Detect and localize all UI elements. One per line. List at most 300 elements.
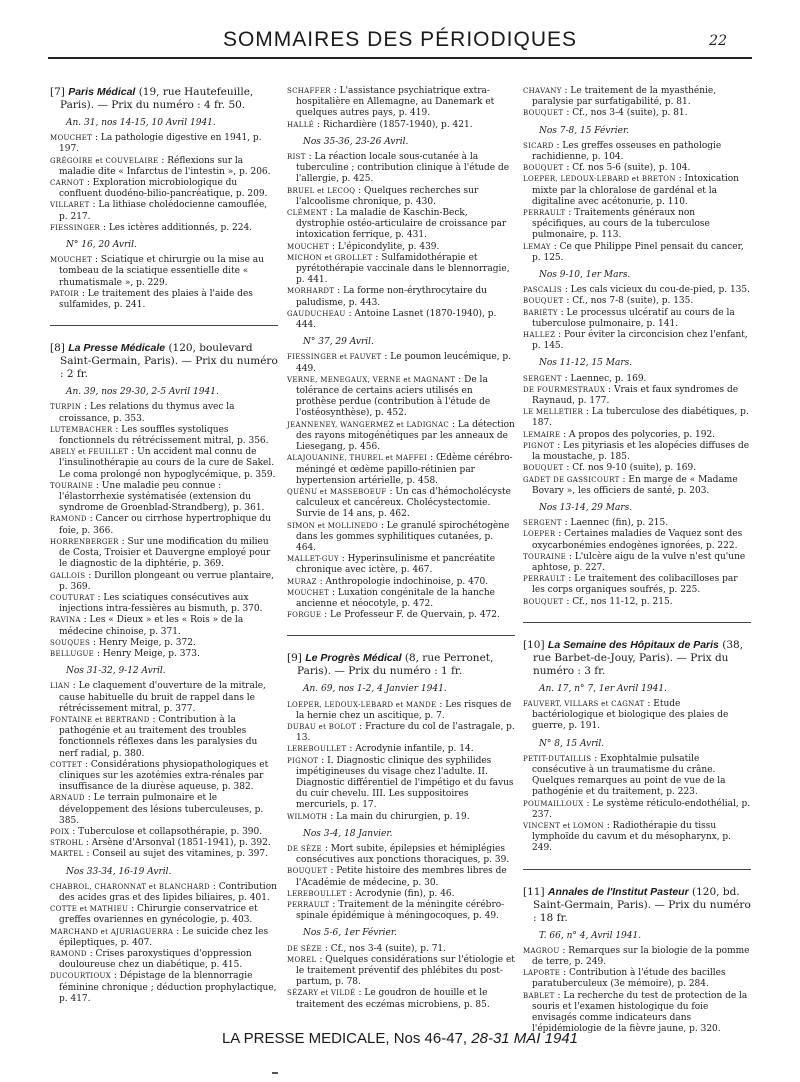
article-entry	[287, 944, 515, 955]
article-authors: LUTEMBACHER	[50, 425, 113, 434]
article-entry	[50, 402, 278, 424]
article-title: : Réflexions sur la maladie dite « Infarctus de l'intestin », p. 206.	[59, 155, 271, 177]
article-title: : Cf., nos 7-8 (suite), p. 135.	[566, 296, 694, 307]
article-entry	[50, 649, 278, 660]
article-authors: SOUQUES	[50, 638, 91, 647]
article-title: : Les « Dieux » et les « Rois » de la médecine chinoise, p. 371.	[59, 615, 244, 637]
article-entry	[50, 849, 278, 860]
journal-number: [10]	[523, 638, 545, 651]
article-entry	[50, 927, 278, 949]
article-title: : Remarques sur la biologie de la pomme de terre, p. 249.	[532, 945, 750, 967]
article-entry	[287, 86, 515, 120]
article-title: : Le traitement des plaies à l'aide des sulfamides, p. 241.	[59, 288, 253, 311]
article-authors: SCHAFFER	[287, 87, 331, 95]
article-entry	[50, 289, 278, 311]
article-authors: MARTEL	[50, 850, 84, 859]
page-title: SOMMAIRES DES PÉRIODIQUES	[222, 28, 578, 51]
article-authors: BOUQUET	[287, 867, 328, 876]
issue-heading: Nos 7-8, 15 Février.	[539, 125, 630, 136]
article-entry	[523, 518, 751, 529]
article-authors: LEMAIRE	[523, 430, 561, 439]
article-title: : Fracture du col de l'astragale, p. 13.	[296, 721, 515, 744]
article-entry	[50, 827, 278, 838]
article-title: : Vrais et faux syndromes de Raynaud, p. 177.	[532, 384, 739, 407]
article-entry	[287, 866, 515, 888]
article-title: : La lithiase cholédocienne camouflée, p. 217.	[59, 200, 268, 222]
article-entry	[50, 133, 278, 155]
issue-heading: Nos 5-6, 1er Février.	[303, 928, 398, 939]
article-entry	[50, 447, 278, 481]
issue-heading: An. 17, n° 7, 1er Avril 1941.	[539, 683, 667, 694]
article-title: : La réaction locale sous-cutanée à la tuberculine ; contribution clinique à l'étude de l'allergie, p. 425.	[296, 152, 510, 185]
article-entry	[287, 722, 515, 744]
article-authors: DE FOURMESTRAUX	[523, 385, 606, 394]
journal-number: [11]	[523, 885, 545, 898]
article-entry	[287, 610, 515, 621]
article-entry	[523, 463, 751, 474]
footer-date: 28-31 MAI 1941	[471, 1030, 579, 1047]
issue-heading: An. 31, nos 14-15, 10 Avril 1941.	[66, 118, 216, 128]
article-title: : Traitements généraux non spécifiques, au cours de la tuberculose pulmonaire, p. 113.	[532, 208, 710, 241]
article-entry	[287, 453, 515, 487]
article-authors: BOUQUET	[523, 109, 564, 118]
article-title: : Laennec, p. 169.	[564, 373, 647, 384]
article-authors: GRÉGOIRE et COUVELAIRE	[50, 156, 159, 165]
article-title: : Le claquement d'ouverture de la mitrale, cause habituelle du bruit de rappel dans le rétrécissement mitral, p. 377.	[59, 681, 266, 714]
article-entry	[523, 799, 751, 821]
article-entry	[50, 178, 278, 200]
article-entry	[50, 715, 278, 760]
article-entry	[50, 760, 278, 794]
issue-heading: An. 69, nos 1-2, 4 Janvier 1941.	[303, 684, 447, 695]
journal-section	[50, 86, 278, 311]
article-entry	[50, 156, 278, 178]
article-title: : Anthropologie indochinoise, p. 470.	[319, 576, 489, 587]
article-entry	[287, 812, 515, 823]
article-entry	[523, 968, 751, 990]
issue-heading: Nos 3-4, 18 Janvier.	[303, 828, 393, 839]
article-authors: MICHON et GROLLET	[287, 253, 373, 262]
article-entry	[287, 889, 515, 900]
article-authors: COUTURAT	[50, 593, 95, 602]
journal-name: La Semaine des Hôpitaux de Paris	[547, 638, 719, 651]
article-authors: DUBAU et BOLOT	[287, 722, 357, 731]
article-title: : Les relations du thymus avec la croissance, p. 353.	[59, 402, 235, 424]
article-entry	[50, 904, 278, 926]
article-authors: PASCALIS	[523, 286, 562, 295]
article-authors: BARIÉTY	[523, 308, 558, 317]
article-title: : Quelques recherches sur l'alcoolisme chronique, p. 430.	[296, 185, 479, 207]
article-entry	[523, 174, 751, 208]
article-title: : Contribution à la pathogénie et au traitement des troubles fonctionnels réflexes dans les paralysies du nerf radial, p. 380.	[59, 714, 258, 759]
section-separator	[523, 869, 751, 870]
article-authors: CHAVANY	[523, 87, 562, 95]
article-authors: CLÉMENT	[287, 209, 328, 218]
article-title: : Cf. nos 9-10 (suite), p. 169.	[566, 463, 697, 474]
article-entry	[50, 971, 278, 1005]
article-entry	[287, 186, 515, 208]
article-authors: GAUDUCHEAU	[287, 309, 346, 318]
journal-number: [8]	[50, 342, 65, 355]
article-title: : Contribution des acides gras et des lipides biliaires, p. 401.	[59, 881, 277, 903]
article-entry	[287, 286, 515, 308]
article-title: : Mort subite, épilepsies et hémiplégies consécutives aux ponctions thoraciques, p. 39.	[296, 843, 510, 866]
article-title: : Henry Meige, p. 373.	[96, 648, 200, 659]
article-authors: BOUQUET	[523, 297, 564, 306]
article-entry	[523, 552, 751, 574]
issue-heading: Nos 35-36, 23-26 Avril.	[303, 136, 409, 147]
article-title: : Les souffles systoliques fonctionnels du rétrécissement mitral, p. 356.	[59, 424, 269, 447]
article-title: : L'assistance psychiatrique extra-hospitalière en Allemagne, au Danemark et quelques autres pays, p. 419.	[296, 86, 495, 119]
article-title: : Tuberculose et collapsothérapie, p. 390.	[72, 826, 263, 837]
issue-heading: Nos 13-14, 29 Mars.	[539, 502, 633, 513]
article-title: : Les risques de la hernie chez un ascitique, p. 7.	[296, 699, 512, 721]
article-authors: BOUQUET	[523, 164, 564, 173]
journal-name: La Presse Médicale	[68, 342, 166, 355]
issue-heading: Nos 9-10, 1er Mars.	[539, 270, 631, 281]
article-authors: JEANNENEY, WANGERMEZ et LADIGNAC	[287, 420, 450, 429]
article-title: : Le terrain pulmonaire et le développement des lésions tuberculeuses, p. 385.	[59, 793, 264, 826]
footer-issue: Nos 46-47,	[393, 1030, 468, 1047]
article-title: : Les sciatiques consécutives aux injections intra-fessières au bismuth, p. 370.	[59, 592, 263, 615]
article-entry	[50, 571, 278, 593]
article-authors: PETIT-DUTAILLIS	[523, 754, 592, 763]
article-entry	[287, 253, 515, 287]
journal-details: (19, rue Hautefeuille, Paris). — Prix du numéro : 4 fr. 50.	[60, 86, 254, 111]
article-title: : La pathologie digestive en 1941, p. 197.	[59, 133, 262, 155]
article-authors: PERRAULT	[523, 209, 566, 218]
journal-section	[523, 886, 751, 1036]
article-authors: LAPORTE	[523, 969, 561, 978]
article-title: : Cf., nos 3-4 (suite), p. 81.	[566, 108, 688, 119]
article-title: : L'épicondylite, p. 439.	[332, 241, 440, 252]
article-title: : Le poumon leucémique, p. 449.	[296, 352, 512, 374]
article-authors: MURAZ	[287, 577, 317, 586]
article-entry	[287, 208, 515, 242]
article-authors: PATOIR	[50, 289, 79, 298]
journal-section	[287, 86, 515, 621]
print-mark	[272, 1072, 278, 1074]
journal-name: Paris Médical	[68, 86, 136, 98]
article-title: : Le Professeur F. de Quervain, p. 472.	[324, 610, 500, 621]
article-entry	[523, 86, 751, 108]
article-title: : A propos des polycories, p. 192.	[563, 429, 716, 440]
column-2	[287, 86, 515, 1025]
article-authors: MOUCHET	[50, 134, 93, 143]
issue-heading: N° 37, 29 Avril.	[303, 337, 374, 348]
footer	[0, 1030, 800, 1047]
article-title: : Le granulé spirochétogène dans les gommes syphilitiques cutanées, p. 464.	[296, 520, 510, 553]
column-1	[50, 86, 278, 1019]
article-authors: DE SÈZE	[287, 844, 322, 853]
article-authors: HALLÉ	[287, 120, 315, 129]
article-title: : Quelques considérations sur l'étiologie et le traitement préventif des phlébites du post-partum, p. 78.	[296, 954, 515, 988]
article-title: : Un accident mal connu de l'insulinothérapie au cours de la cure de Sakel. Le coma prolongé non hypoglycémique, p. 359.	[59, 447, 276, 480]
article-entry	[523, 441, 751, 463]
article-authors: FIESSINGER	[50, 223, 101, 232]
article-entry	[287, 900, 515, 922]
journal-details: (120, boulevard Saint-Germain, Paris). — Prix du numéro : 2 fr.	[60, 342, 278, 381]
article-title: : Les cals vicieux du cou-de-pied, p. 135.	[564, 285, 751, 296]
article-entry	[287, 588, 515, 610]
article-title: : Chirurgie conservatrice et greffes ovariennes en gynécologie, p. 403.	[59, 904, 258, 926]
article-entry	[50, 638, 278, 649]
article-authors: LOEPER, LEDOUX-LEBARD et BRETON	[523, 175, 676, 184]
footer-journal: LA PRESSE MEDICALE,	[221, 1030, 390, 1047]
article-entry	[50, 514, 278, 536]
article-authors: HALLEZ	[523, 331, 556, 340]
article-authors: ABELY et FEUILLET	[50, 448, 129, 457]
article-title: : Ce que Philippe Pinel pensait du cancer, p. 125.	[532, 241, 744, 263]
article-entry	[523, 991, 751, 1036]
article-authors: PERRAULT	[287, 901, 330, 909]
article-entry	[50, 681, 278, 715]
article-authors: GALLOIS	[50, 571, 86, 580]
article-authors: BELLUGUE	[50, 649, 95, 658]
article-entry	[523, 407, 751, 429]
article-entry	[50, 223, 278, 234]
article-authors: RAMOND	[50, 950, 87, 958]
article-authors: MARCHAND et AJURIAGUERRA	[50, 927, 174, 936]
article-title: : Le suicide chez les épileptiques, p. 407.	[59, 926, 269, 948]
article-title: : La forme non-érythrocytaire du paludisme, p. 443.	[296, 286, 487, 308]
article-entry	[523, 597, 751, 608]
article-title: : Le traitement des colibacilloses par les corps organiques soufrés, p. 225.	[532, 574, 738, 596]
journal-number: [9]	[287, 652, 302, 665]
article-title: : Laennec (fin), p. 215.	[564, 518, 669, 529]
article-entry	[287, 309, 515, 331]
article-authors: MAGROU	[523, 946, 560, 955]
journal-heading	[287, 652, 515, 678]
section-separator	[523, 622, 751, 623]
journal-heading	[50, 86, 278, 112]
article-title: : I. Diagnostic clinique des syphilides impétigineuses du visage chez l'adulte. II. Diagnostic différentiel de l'impétigo et du favus du cuir chevelu. III. Les suppositoires mercuriels, p. 17.	[296, 755, 514, 811]
journal-heading	[50, 342, 278, 381]
article-authors: MOUCHET	[287, 242, 330, 251]
article-title: : Le goudron de houille et le traitement des eczémas microbiens, p. 85.	[296, 988, 490, 1010]
article-title: : Arsène d'Arsonval (1851-1941), p. 392.	[85, 838, 271, 849]
article-title: : Pour éviter la circoncision chez l'enfant, p. 145.	[532, 330, 748, 352]
article-title: : Considérations physiopathologiques et cliniques sur les azotémies extra-rénales par insuffisance de la diurèse aqueuse, p. 382.	[59, 759, 269, 793]
article-title: : La recherche du test de protection de la souris et l'examen histologique du foie envisagés comme indicateurs dans l'épidémiologie de la fièvre jaune, p. 320.	[532, 990, 748, 1035]
article-title: : Durillon plongeant ou verrue plantaire, p. 369.	[59, 570, 274, 592]
article-entry	[523, 285, 751, 296]
article-entry	[287, 352, 515, 374]
article-entry	[50, 793, 278, 827]
article-authors: LEREBOULLET	[287, 889, 347, 898]
article-title: : Acrodynie infantile, p. 14.	[349, 744, 474, 755]
article-authors: TOURAINE	[523, 552, 567, 561]
article-entry	[287, 120, 515, 131]
article-authors: VILLARET	[50, 201, 90, 210]
article-entry	[523, 385, 751, 407]
issue-heading: Nos 33-34, 16-19 Avril.	[66, 866, 172, 877]
issue-heading: Nos 31-32, 9-12 Avril.	[66, 666, 166, 677]
issue-heading: N° 8, 15 Avril.	[539, 738, 605, 749]
article-entry	[287, 844, 515, 866]
issue-heading: An. 39, nos 29-30, 2-5 Avril 1941.	[66, 387, 219, 398]
article-title: : Les pityriasis et les alopécies diffuses de la moustache, p. 185.	[532, 440, 750, 463]
article-entry	[287, 487, 515, 521]
article-entry	[287, 744, 515, 755]
article-authors: LIAN	[50, 682, 70, 691]
article-authors: LOEPER	[523, 530, 556, 539]
article-entry	[50, 425, 278, 447]
section-separator	[287, 635, 515, 636]
article-entry	[287, 577, 515, 588]
article-title: : En marge de « Madame Bovary », les officiers de santé, p. 203.	[532, 474, 738, 496]
article-authors: RAMOND	[50, 515, 87, 524]
article-authors: TURPIN	[50, 403, 82, 412]
article-authors: FAUVERT, VILLARS et CAGNAT	[523, 699, 645, 708]
article-authors: STROHL	[50, 839, 84, 848]
article-title: : Hyperinsulinisme et pancréatite chronique avec ictère, p. 467.	[296, 554, 496, 576]
article-authors: LE MELLETIER	[523, 408, 584, 417]
article-title: : Les greffes osseuses en pathologie rachidienne, p. 104.	[532, 140, 722, 163]
article-authors: HORRENBERGER	[50, 537, 119, 546]
article-authors: POIX	[50, 827, 70, 836]
article-title: : Exophtalmie pulsatile consécutive à un traumatisme du crâne. Quelques remarques au point de vue de la pathogénie et du traitement, p. 223.	[532, 753, 726, 798]
article-title: : La maladie de Kaschin-Beck, dystrophie ostéo-articulaire de croissance par intoxication ferrique, p. 431.	[296, 208, 507, 241]
journal-number: [7]	[50, 86, 65, 98]
article-authors: VERNE, MENEGAUX, VERNE et MAGNANT	[287, 375, 456, 384]
article-entry	[50, 481, 278, 515]
article-authors: SERGENT	[523, 374, 562, 383]
article-title: : Contribution à l'étude des bacilles paratuberculeux (3e mémoire), p. 284.	[532, 968, 726, 990]
article-authors: TOURAINE	[50, 481, 94, 490]
article-entry	[523, 946, 751, 968]
journal-details: (38, rue Barbet-de-Jouy, Paris). — Prix du numéro : 3 fr.	[533, 638, 744, 677]
article-title: : La détection des rayons mitogénétiques par les anneaux de Liesegang, p. 456.	[296, 419, 515, 453]
article-authors: BABLET	[523, 991, 555, 1000]
article-authors: QUÉNU et MASSEBOEUF	[287, 487, 387, 496]
article-authors: FORGUE	[287, 611, 322, 620]
article-authors: COTTET	[50, 760, 83, 769]
article-title: : Richardière (1857-1940), p. 421.	[316, 119, 473, 130]
article-authors: RAVINA	[50, 616, 81, 625]
article-authors: RIST	[287, 153, 306, 162]
article-authors: PIGNOT	[523, 441, 555, 450]
article-title: : Intoxication mixte par la chloralose de gardénal et la digitaline avec acétonurie, p. 110.	[532, 174, 739, 207]
article-title: : Sur une modification du milieu de Costa, Troisier et Dauvergne employé pour le diagnostic de la diphtérie, p. 369.	[59, 536, 271, 570]
article-authors: BOUQUET	[523, 597, 564, 606]
article-authors: COTTE et MATHIEU	[50, 905, 129, 914]
journal-section	[523, 639, 751, 855]
article-title: : L'ulcère aigu de la vulve n'est qu'une aphtose, p. 227.	[532, 551, 746, 573]
article-title: : Henry Meige, p. 372.	[92, 637, 196, 648]
article-entry	[287, 554, 515, 576]
article-entry	[523, 330, 751, 352]
article-title: : Cf., nos 3-4 (suite), p. 71.	[324, 943, 447, 954]
section-separator	[50, 325, 278, 326]
article-entry	[523, 754, 751, 799]
article-title: : Les ictères additionnés, p. 224.	[102, 222, 253, 233]
article-entry	[523, 108, 751, 119]
article-entry	[50, 615, 278, 637]
article-entry	[523, 308, 751, 330]
article-entry	[523, 374, 751, 385]
article-authors: POUMAILLOUX	[523, 799, 584, 808]
article-authors: BRUEL et LECOQ	[287, 186, 356, 195]
article-authors: ALAJOUANINE, THUREL et MAFFEI	[287, 454, 428, 463]
article-authors: SIMON et MOLLINEDO	[287, 521, 378, 530]
article-title: : Cf., nos 11-12, p. 215.	[566, 596, 673, 607]
article-title: : Sciatique et chirurgie ou la mise au tombeau de la sciatique essentielle dite « rhumatismale », p. 229.	[59, 255, 264, 288]
article-authors: LEREBOULLET	[287, 745, 347, 754]
article-authors: LOEPER, LEDOUX-LEBARD et MANDE	[287, 700, 437, 709]
article-title: : Œdème cérébro-méningé et œdème papillo-rétinien par hypertension artérielle, p. 458.	[296, 453, 513, 486]
article-authors: FIESSINGER et FAUVET	[287, 353, 382, 362]
article-title: : Exploration microbiologique du confluent duodéno-bilio-pancréatique, p. 209.	[59, 178, 268, 200]
journal-details: (120, bd. Saint-Germain, Paris). — Prix du numéro : 18 fr.	[533, 885, 751, 924]
article-authors: MORHARDT	[287, 287, 335, 296]
article-authors: MOREL	[287, 955, 317, 964]
issue-heading: Nos 11-12, 15 Mars.	[539, 358, 633, 369]
article-entry	[287, 756, 515, 812]
article-title: : Un cas d'hémocholécyste calculeux et cancéreux. Cholécystectomie. Survie de 14 ans, p. 462.	[296, 486, 511, 520]
article-title: : Le système réticulo-endothélial, p. 237.	[532, 798, 751, 820]
article-entry	[50, 200, 278, 222]
article-authors: CHABROL, CHARONNAT et BLANCHARD	[50, 882, 210, 891]
article-entry	[50, 882, 278, 904]
article-authors: WILMOTH	[287, 812, 328, 821]
article-entry	[50, 593, 278, 615]
journal-details: (8, rue Perronet, Paris). — Prix du numéro : 1 fr.	[297, 652, 494, 678]
article-entry	[523, 430, 751, 441]
article-authors: CARNOT	[50, 179, 85, 188]
issue-heading: T. 66, n° 4, Avril 1941.	[539, 930, 642, 941]
article-authors: PERRAULT	[523, 575, 566, 584]
article-entry	[287, 152, 515, 186]
article-entry	[523, 296, 751, 307]
article-title: : Cancer ou cirrhose hypertrophique du foie, p. 366.	[59, 514, 272, 536]
article-title: : Le traitement de la myasthénie, paralysie par surfatigabilité, p. 81.	[532, 86, 717, 108]
article-entry	[523, 242, 751, 264]
article-title: : Dépistage de la blennorragie féminine chronique ; déduction prophylactique, p. 417.	[59, 971, 277, 1004]
article-title: : Petite histoire des membres libres de l'Académie de médecine, p. 30.	[296, 866, 507, 888]
article-authors: DE SÈZE	[287, 944, 322, 953]
article-title: : Radiothérapie du tissu lymphoïde du cavum et du mésopharynx, p. 249.	[532, 820, 732, 854]
article-entry	[523, 208, 751, 242]
article-authors: SERGENT	[523, 519, 562, 528]
page-number: 22	[709, 33, 727, 49]
journal-section	[523, 86, 751, 608]
header-rule	[48, 57, 752, 59]
article-authors: VINCENT et LOMON	[523, 821, 604, 830]
article-entry	[523, 574, 751, 596]
journal-heading	[523, 886, 751, 925]
article-entry	[523, 529, 751, 551]
article-entry	[287, 955, 515, 989]
article-authors: FONTAINE et BERTRAND	[50, 715, 150, 724]
article-title: : Luxation congénitale de la hanche ancienne et néocotyle, p. 472.	[296, 587, 495, 609]
article-title: : Sulfamidothérapie et pyrétothérapie vaccinale dans le blennorragie, p. 441.	[296, 252, 510, 286]
article-authors: LEMAY	[523, 242, 551, 251]
article-title: : Antoine Lasnet (1870-1940), p. 444.	[296, 308, 497, 331]
article-entry	[287, 521, 515, 555]
article-authors: MALLET-GUY	[287, 555, 339, 564]
journal-name: Le Progrès Médical	[305, 652, 402, 665]
article-authors: BOUQUET	[523, 464, 564, 473]
article-authors: DUCOURTIOUX	[50, 972, 112, 981]
article-title: : Le processus ulcératif au cours de la tuberculose pulmonaire, p. 141.	[532, 307, 735, 329]
article-authors: MOUCHET	[287, 588, 330, 597]
article-title: : La tuberculose des diabétiques, p. 187.	[532, 407, 749, 429]
article-title: : De la tolérance de certains aciers utilisés en prothèse perdue (contribution à l'étude de l'ostéosynthèse), p. 452.	[296, 374, 491, 419]
journal-name: Annales de l'Institut Pasteur	[547, 885, 689, 898]
article-title: : La main du chirurgien, p. 19.	[330, 811, 470, 822]
article-title: : Certaines maladies de Vaquez sont des oxycarbonémies endogènes ignorées, p. 222.	[532, 529, 743, 551]
